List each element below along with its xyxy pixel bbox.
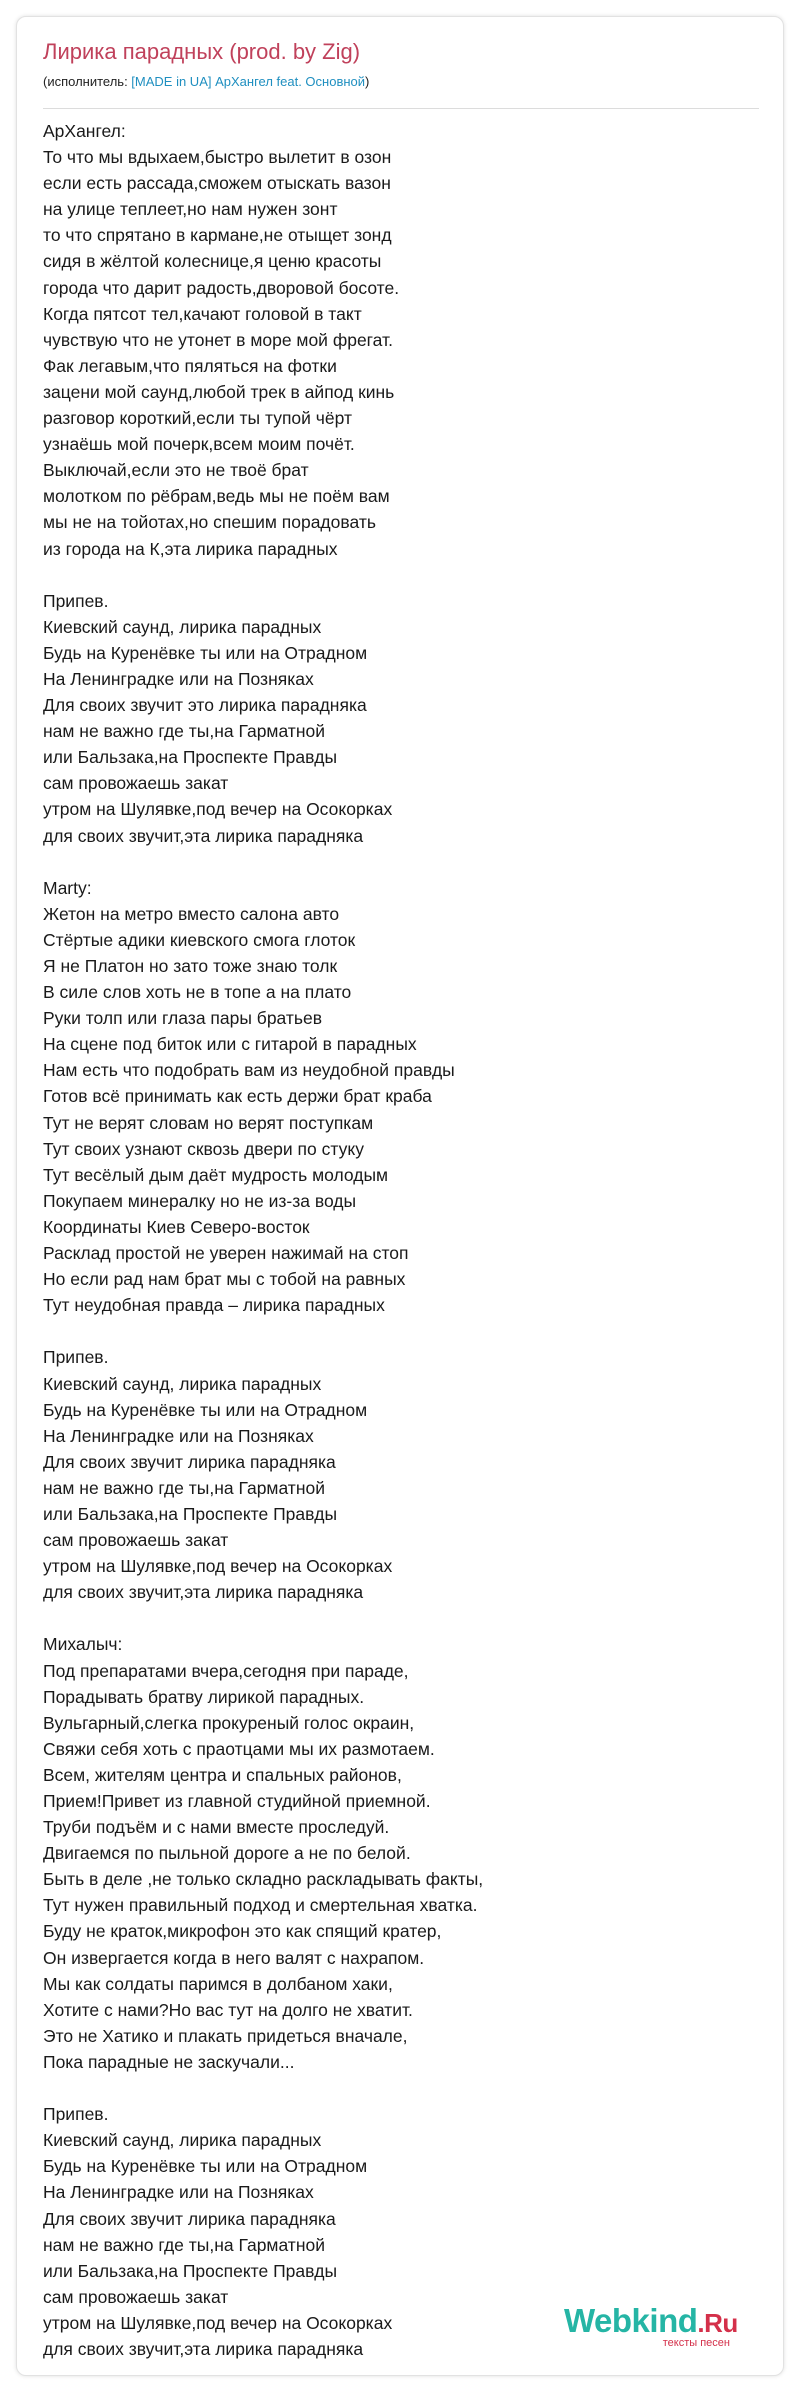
lyric-line: Когда пятсот тел,качают головой в такт	[43, 303, 362, 324]
lyric-line: Для своих звучит лирика парадняка	[43, 1451, 336, 1472]
lyric-line	[43, 562, 759, 588]
lyric-line: нам не важно где ты,на Гарматной	[43, 721, 325, 742]
lyric-line: из города на К,эта лирика парадных	[43, 538, 338, 559]
lyric-line: Будь на Куренёвке ты или на Отрадном	[43, 2156, 368, 2177]
lyric-line: Всем, жителям центра и спальных районов,	[43, 1764, 402, 1785]
lyric-line: Нам есть что подобрать вам из неудобной правды	[43, 1060, 455, 1081]
lyric-line: Тут не верят словам но верят поступкам	[43, 1112, 374, 1133]
lyric-line: то что спрятано в кармане,не отыщет зонд	[43, 225, 392, 246]
lyric-line: АрХангел:	[43, 121, 126, 141]
lyric-line: Координаты Киев Северо-восток	[43, 1216, 310, 1237]
lyric-line: Будь на Куренёвке ты или на Отрадном	[43, 642, 368, 663]
lyric-line: Буду не краток,микрофон это как спящий кратер,	[43, 1921, 442, 1942]
lyric-line: сидя в жёлтой колеснице,я ценю красоты	[43, 251, 382, 272]
lyric-line: Расклад простой не уверен нажимай на стоп	[43, 1243, 409, 1264]
lyric-line: Тут весёлый дым даёт мудрость молодым	[43, 1164, 389, 1185]
lyric-line: Припев.	[43, 1347, 109, 1368]
lyric-line: Киевский саунд, лирика парадных	[43, 2130, 322, 2151]
lyric-line: Мы как солдаты паримся в долбаном хаки,	[43, 1973, 393, 1994]
lyric-line: В силе слов хоть не в топе а на плато	[43, 982, 352, 1003]
lyric-line: Вульгарный,слегка прокуреный голос окраин,	[43, 1712, 415, 1733]
lyric-line: Порадывать братву лирикой парадных.	[43, 1686, 365, 1707]
lyric-line: сам провожаешь закат	[43, 773, 229, 794]
lyric-line	[43, 849, 759, 875]
lyric-line: Тут нужен правильный подход и смертельная хватка.	[43, 1895, 478, 1916]
lyric-line: Руки толп или глаза пары братьев	[43, 1008, 323, 1029]
lyric-line: Но если рад нам брат мы с тобой на равных	[43, 1269, 406, 1290]
lyric-line: Marty:	[43, 877, 92, 898]
lyric-line: На Ленинградке или на Позняках	[43, 2182, 314, 2203]
lyric-line: Пока парадные не заскучали...	[43, 2051, 295, 2072]
lyric-line: Стёртые адики киевского смога глоток	[43, 929, 356, 950]
lyric-line: сам провожаешь закат	[43, 1530, 229, 1551]
lyric-line: для своих звучит,эта лирика парадняка	[43, 2338, 364, 2359]
title-divider	[43, 108, 759, 109]
site-logo[interactable]	[564, 2303, 756, 2349]
lyric-line: Под препаратами вчера,сегодня при параде,	[43, 1660, 409, 1681]
lyric-line: Он извергается когда в него валят с нахрапом.	[43, 1947, 425, 1968]
lyrics-card	[16, 16, 784, 2376]
artist-prefix: (исполнитель:	[43, 74, 132, 89]
lyric-line: Прием!Привет из главной студийной приемной.	[43, 1791, 431, 1811]
lyric-line: Припев.	[43, 590, 109, 611]
lyric-line: Киевский саунд, лирика парадных	[43, 1373, 322, 1394]
logo-tagline: тексты песен	[662, 2337, 730, 2349]
lyric-line: разговор короткий,если ты тупой чёрт	[43, 408, 353, 429]
lyric-line: На Ленинградке или на Позняках	[43, 668, 314, 689]
lyric-line: Припев.	[43, 2104, 109, 2125]
lyric-line: молотком по рёбрам,ведь мы не поём вам	[43, 486, 390, 507]
lyric-line: сам провожаешь закат	[43, 2286, 229, 2307]
lyric-line: Готов всё принимать как есть держи брат краба	[43, 1086, 432, 1107]
lyric-line: Свяжи себя хоть с праотцами мы их размотаем.	[43, 1738, 435, 1759]
lyric-line: утром на Шулявке,под вечер на Осокорках	[43, 799, 393, 820]
lyric-line: на улице теплеет,но нам нужен зонт	[43, 199, 338, 220]
lyric-line: чувствую что не утонет в море мой фрегат.	[43, 329, 393, 350]
lyric-line: Тут неудобная правда – лирика парадных	[43, 1295, 385, 1316]
lyric-line: Труби подъём и с нами вместе проследуй.	[43, 1817, 390, 1838]
lyric-line: узнаёшь мой почерк,всем моим почёт.	[43, 434, 355, 455]
lyric-line: Быть в деле ,не только складно раскладывать факты,	[43, 1869, 484, 1890]
lyric-line: Будь на Куренёвке ты или на Отрадном	[43, 1399, 368, 1420]
lyric-line: зацени мой саунд,любой трек в айпод кинь	[43, 381, 395, 402]
lyric-line	[43, 2075, 759, 2101]
lyric-line: для своих звучит,эта лирика парадняка	[43, 825, 364, 846]
page-title: Лирика парадных (prod. by Zig)	[43, 39, 361, 64]
lyric-line: То что мы вдыхаем,быстро вылетит в озон	[43, 147, 392, 168]
artist-suffix: )	[365, 74, 370, 89]
logo-name: Webkind	[564, 2302, 698, 2339]
lyric-line: Киевский саунд, лирика парадных	[43, 616, 322, 637]
artist-link[interactable]: [MADE in UA] АрХангел feat. Основной	[131, 74, 366, 89]
lyric-line: города что дарит радость,дворовой босоте.	[43, 277, 400, 298]
lyric-line: для своих звучит,эта лирика парадняка	[43, 1582, 364, 1603]
lyric-line: нам не важно где ты,на Гарматной	[43, 1477, 325, 1498]
lyric-line: Жетон на метро вместо салона авто	[43, 903, 340, 924]
lyric-line: утром на Шулявке,под вечер на Осокорках	[43, 1556, 393, 1577]
lyric-line: утром на Шулявке,под вечер на Осокорках	[43, 2312, 393, 2333]
lyric-line: Михалыч:	[43, 1634, 123, 1655]
lyric-line: На сцене под биток или с гитарой в парадных	[43, 1034, 417, 1055]
lyrics-text	[43, 118, 759, 2362]
lyric-line: или Бальзака,на Проспекте Правды	[43, 747, 338, 768]
lyric-line: Фак легавым,что пяляться на фотки	[43, 355, 337, 376]
lyric-line: Для своих звучит это лирика парадняка	[43, 695, 367, 716]
logo-wordmark	[564, 2303, 756, 2341]
lyric-line: Тут своих узнают сквозь двери по стуку	[43, 1138, 364, 1159]
lyric-line: если есть рассада,сможем отыскать вазон	[43, 173, 391, 194]
lyric-line	[43, 1318, 759, 1344]
lyric-line: Выключай,если это не твоё брат	[43, 460, 309, 481]
lyric-line: Покупаем минералку но не из-за воды	[43, 1190, 357, 1211]
lyric-line: мы не на тойотах,но спешим порадовать	[43, 512, 376, 533]
lyric-line: Для своих звучит лирика парадняка	[43, 2208, 336, 2229]
lyric-line: или Бальзака,на Проспекте Правды	[43, 1503, 338, 1524]
lyric-line: Я не Платон но зато тоже знаю толк	[43, 956, 338, 976]
lyric-line: Двигаемся по пыльной дороге а не по белой.	[43, 1843, 411, 1864]
lyric-line: или Бальзака,на Проспекте Правды	[43, 2260, 338, 2281]
lyric-line: Хотите с нами?Но вас тут на долго не хватит.	[43, 1999, 413, 2020]
lyric-line: На Ленинградке или на Позняках	[43, 1425, 314, 1446]
artist-line	[43, 74, 369, 89]
logo-tld: .Ru	[697, 2308, 738, 2338]
lyric-line: Это не Хатико и плакать придеться вначале,	[43, 2025, 408, 2046]
lyric-line: нам не важно где ты,на Гарматной	[43, 2234, 325, 2255]
lyric-line	[43, 1605, 759, 1631]
